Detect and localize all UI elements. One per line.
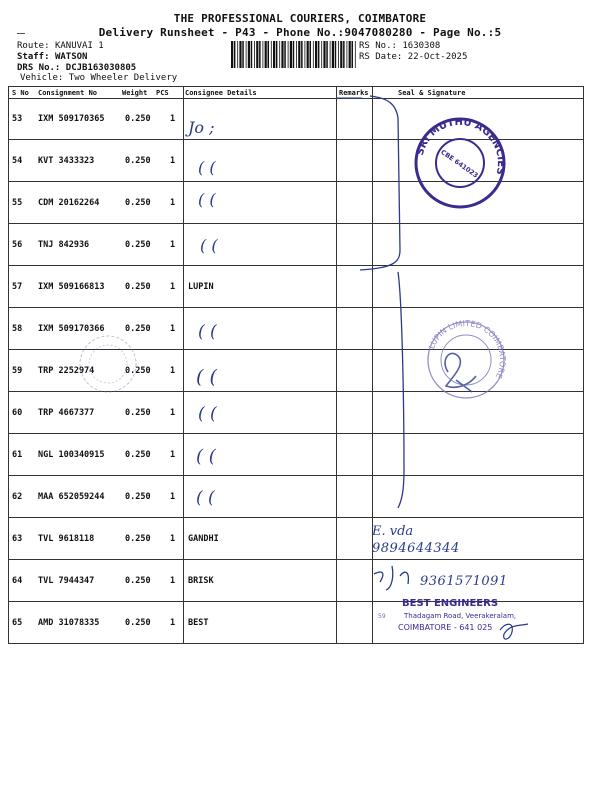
sri-muthu-agencies-stamp [415, 117, 506, 207]
rs-no-label: RS No.: [359, 41, 397, 51]
cell-consignment-no: MAA 652059244 [38, 492, 105, 502]
cell-consignee: BEST [188, 618, 209, 628]
cell-consignee: GANDHI [188, 534, 219, 544]
cell-consignment-no: TNJ 842936 [38, 240, 90, 250]
cell-weight: 0.250 [125, 156, 151, 166]
drs-label: DRS No.: [17, 63, 61, 73]
handwritten-ditto: ( ( [196, 488, 215, 508]
cell-sno: 57 [12, 282, 23, 292]
cell-consignment-no: AMD 31078335 [38, 618, 100, 628]
cell-sno: 63 [12, 534, 23, 544]
cell-sno: 59 [12, 366, 23, 376]
cell-weight: 0.250 [125, 198, 151, 208]
stamp-ring-text: LUPIN LIMITED COIMBATORE [427, 318, 508, 381]
cell-consignment-no: IXM 509170365 [38, 114, 105, 124]
lupin-limited-stamp [427, 319, 507, 398]
cell-pcs: 1 [170, 198, 176, 208]
rs-date-value: 22-Oct-2025 [407, 52, 468, 62]
svg-text:LUPIN LIMITED COIMBATORE [427, 319, 507, 380]
col-header-remarks: Remarks [339, 89, 369, 97]
cell-weight: 0.250 [125, 240, 151, 250]
cell-sno: 54 [12, 156, 23, 166]
cell-pcs: 1 [170, 366, 176, 376]
col-header-sno: S No [12, 89, 29, 97]
cell-weight: 0.250 [125, 282, 151, 292]
cell-pcs: 1 [170, 282, 176, 292]
cell-consignment-no: IXM 509166813 [38, 282, 105, 292]
stamp-number: 59 [378, 613, 386, 620]
cell-consignment-no: CDM 20162264 [38, 198, 100, 208]
cell-sno: 58 [12, 324, 23, 334]
handwritten-ditto: ( ( [196, 366, 217, 388]
col-header-consignee: Consignee Details [185, 89, 257, 97]
cell-sno: 55 [12, 198, 23, 208]
cell-sno: 56 [12, 240, 23, 250]
cell-pcs: 1 [170, 156, 176, 166]
handwritten-ditto: ( ( [198, 190, 216, 209]
cell-sno: 65 [12, 618, 23, 628]
best-engineers-stamp [378, 598, 528, 639]
cell-consignment-no: KVT 3433323 [38, 156, 95, 166]
row64-signature [374, 566, 408, 590]
cell-consignment-no: NGL 100340915 [38, 450, 105, 460]
handwritten-ditto: ( ( [198, 322, 217, 342]
cell-pcs: 1 [170, 576, 176, 586]
handwritten-phone: 9361571091 [420, 574, 508, 589]
cell-pcs: 1 [170, 114, 176, 124]
cell-pcs: 1 [170, 324, 176, 334]
col-header-consignment: Consignment No [38, 89, 98, 97]
handwritten-mark: Jo ; [188, 118, 215, 137]
col-header-weight: Weight [122, 89, 148, 97]
cell-consignment-no: TVL 7944347 [38, 576, 95, 586]
cell-pcs: 1 [170, 408, 176, 418]
handwritten-signature: E. vda [372, 524, 414, 539]
rs-date-label: RS Date: [359, 52, 403, 62]
cell-weight: 0.250 [125, 324, 151, 334]
stamp-city: COIMBATORE - 641 025 [398, 623, 493, 632]
cell-pcs: 1 [170, 240, 176, 250]
handwritten-ditto: ( ( [196, 446, 216, 467]
vehicle-value: Two Wheeler Delivery [68, 73, 178, 83]
stamp-address: Thadagam Road, Veerakeralam, [404, 612, 517, 620]
pen-bracket [360, 96, 404, 508]
cell-consignee: LUPIN [188, 282, 214, 292]
handwritten-ditto: ( ( [200, 236, 218, 255]
cell-consignment-no: IXM 509170366 [38, 324, 105, 334]
staff-label: Staff: [17, 52, 50, 62]
cell-pcs: 1 [170, 618, 176, 628]
cell-sno: 61 [12, 450, 23, 460]
cell-sno: 62 [12, 492, 23, 502]
rs-no-value: 1630308 [402, 41, 441, 51]
faint-stamp-transfer [80, 336, 136, 392]
handwritten-phone: 9894644344 [372, 541, 460, 556]
cell-weight: 0.250 [125, 618, 151, 628]
staff-value: WATSON [54, 52, 88, 62]
cell-weight: 0.250 [125, 366, 151, 376]
stamp-company-name: BEST ENGINEERS [402, 598, 499, 609]
handwritten-ditto: ( ( [198, 158, 216, 177]
col-header-seal: Seal & Signature [398, 89, 466, 97]
document-subtitle: Delivery Runsheet - P43 - Phone No.:9047080280 - Page No.:5 [98, 26, 502, 39]
cell-weight: 0.250 [125, 450, 151, 460]
cell-sno: 64 [12, 576, 23, 586]
cell-consignment-no: TRP 2252974 [38, 366, 95, 376]
cell-weight: 0.250 [125, 114, 151, 124]
handwritten-ditto: ( ( [198, 404, 217, 424]
route-label: Route: [17, 41, 50, 51]
cell-weight: 0.250 [125, 576, 151, 586]
cell-weight: 0.250 [125, 492, 151, 502]
cell-weight: 0.250 [125, 534, 151, 544]
document-title: THE PROFESSIONAL COURIERS, COIMBATORE [173, 12, 427, 25]
cell-sno: 53 [12, 114, 23, 124]
stamp-center-text: CBE 641023 [439, 148, 480, 180]
cell-pcs: 1 [170, 450, 176, 460]
lupin-signature [445, 353, 476, 392]
cell-sno: 60 [12, 408, 23, 418]
drs-value: DCJB163030805 [65, 63, 137, 73]
cell-consignment-no: TRP 4667377 [38, 408, 95, 418]
col-header-pcs: PCS [156, 89, 169, 97]
cell-consignee: BRISK [188, 576, 214, 586]
cell-weight: 0.250 [125, 408, 151, 418]
stamp-ring-text: SRI MUTHU AGENCIES [414, 116, 507, 176]
cell-pcs: 1 [170, 534, 176, 544]
route-value: KANUVAI 1 [54, 41, 104, 51]
cell-pcs: 1 [170, 492, 176, 502]
cell-consignment-no: TVL 9618118 [38, 534, 95, 544]
vehicle-label: Vehicle: [20, 73, 64, 83]
best-signature [500, 624, 528, 639]
